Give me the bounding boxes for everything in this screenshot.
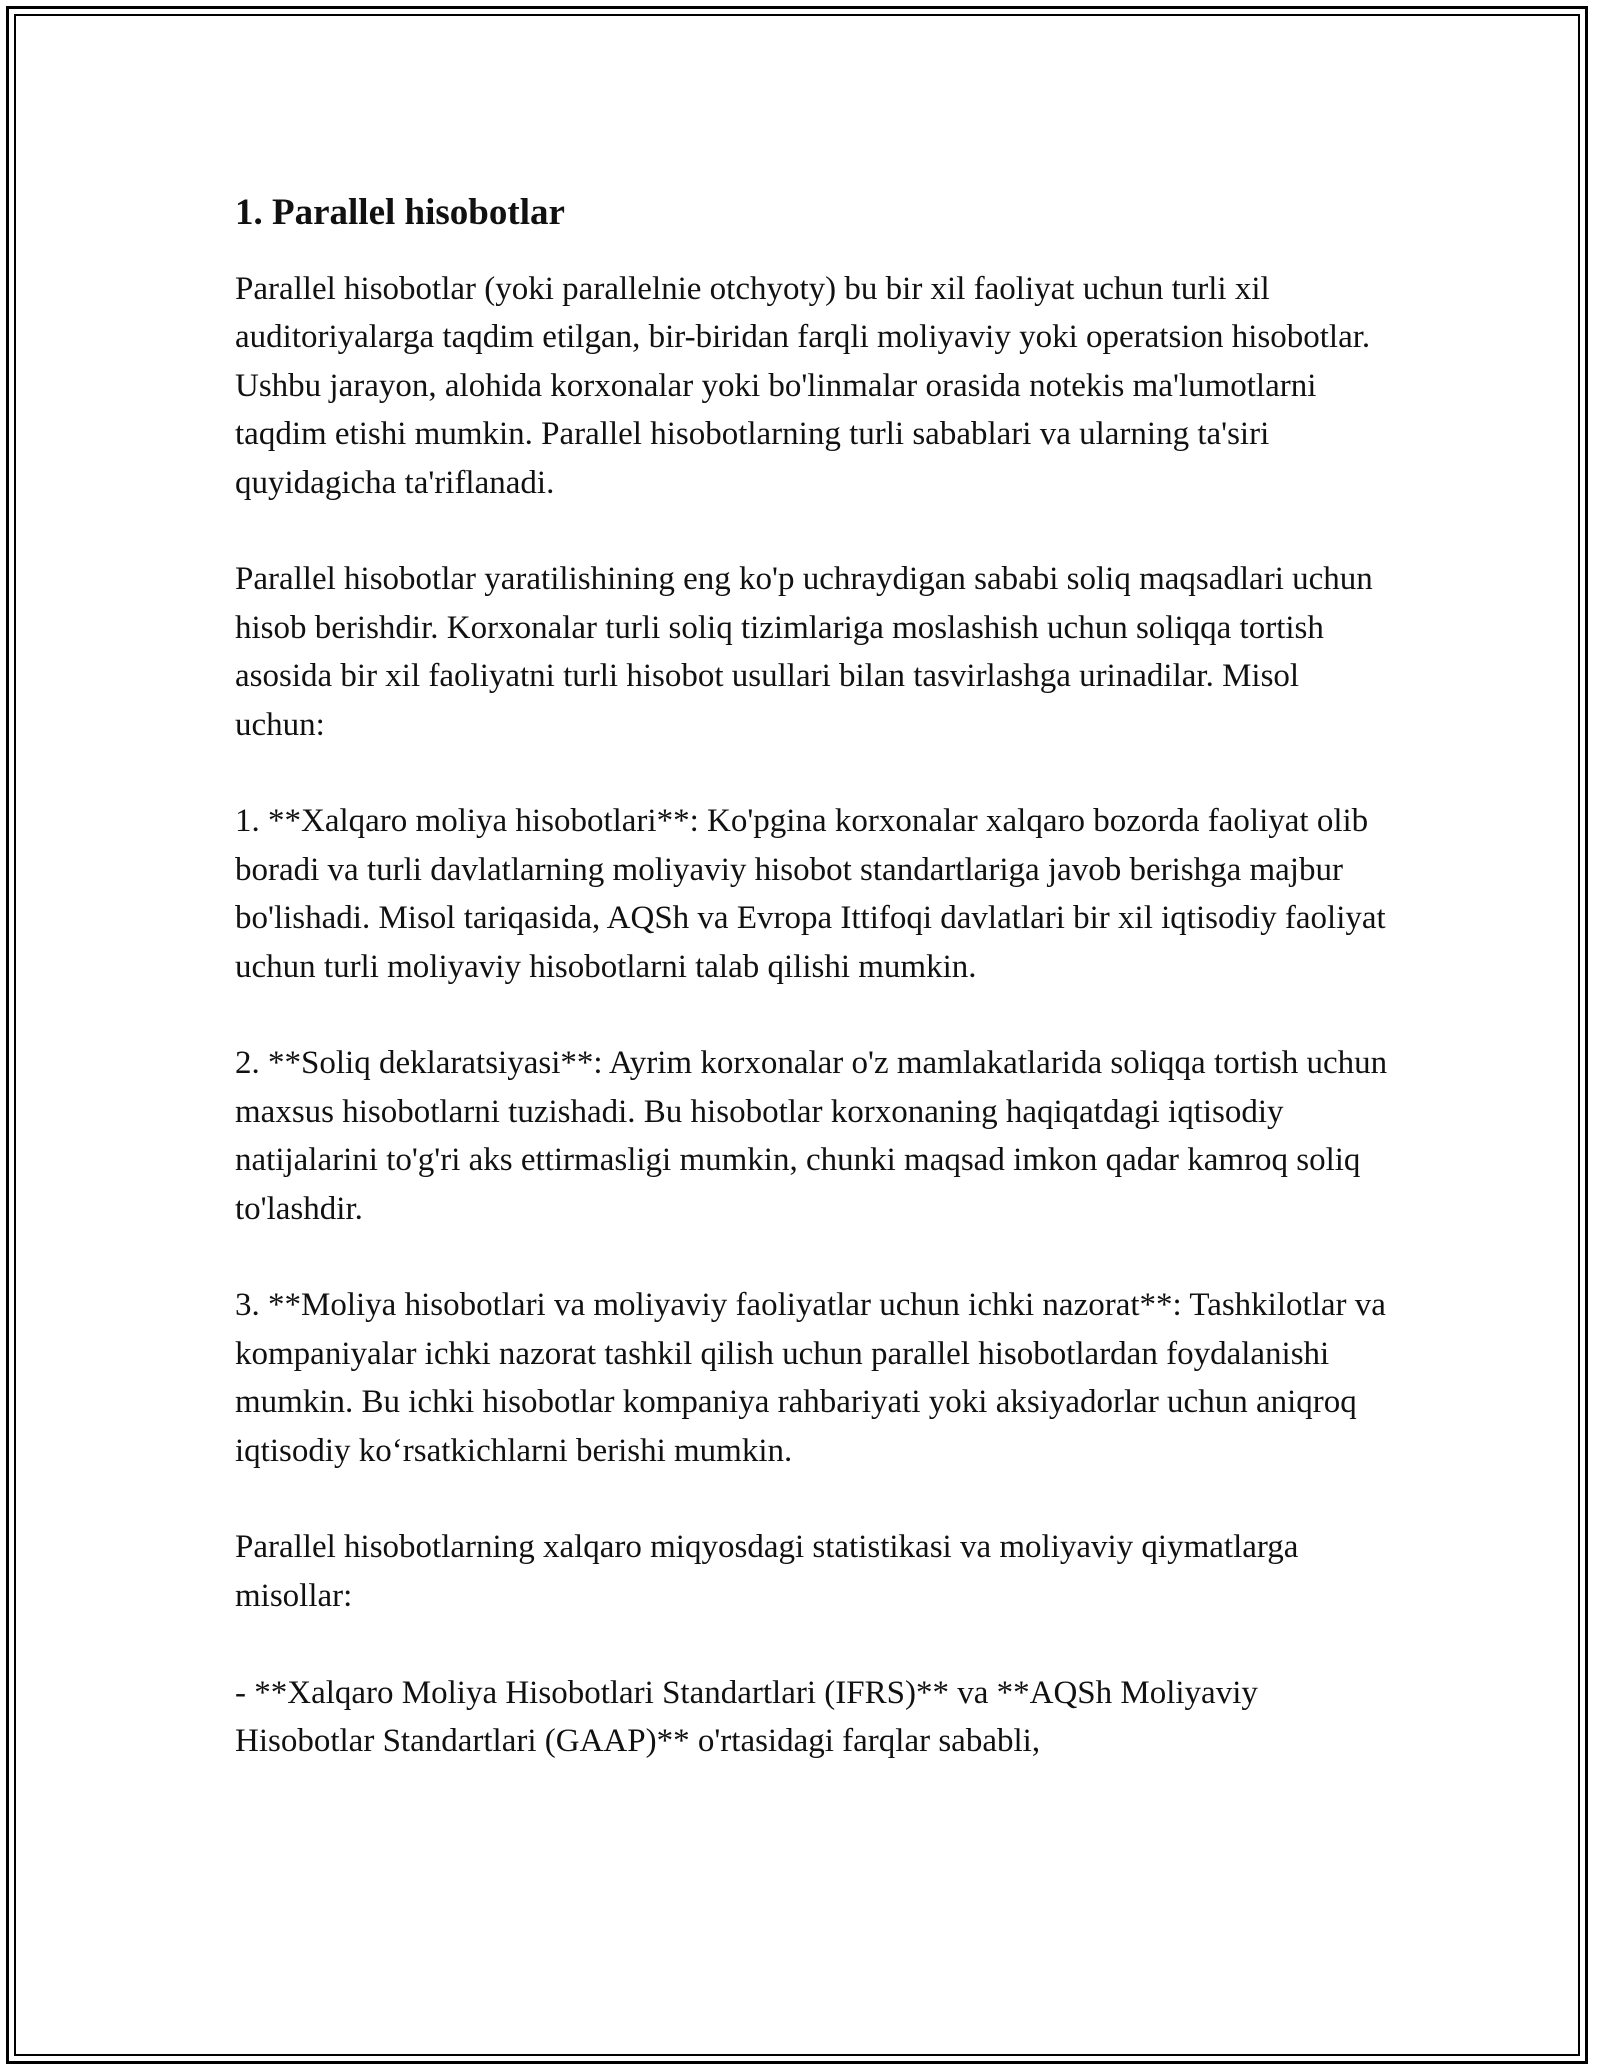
document-body xyxy=(235,185,1395,1766)
paragraph-statistics-intro: Parallel hisobotlarning xalqaro miqyosdagi statistikasi va moliyaviy qiymatlarga misollar: xyxy=(235,1529,1299,1614)
paragraph-item-1: 1. **Xalqaro moliya hisobotlari**: Ko'pgina korxonalar xalqaro bozorda faoliyat olib boradi va turli davlatlarning moliyaviy hisobot standartlariga javob berishga majbur bo'lishadi. Misol tariqasida, AQSh va Evropa Ittifoqi davlatlari bir xil iqtisodiy faoliyat uchun turli moliyaviy hisobotlarni talab qilishi mumkin. xyxy=(235,803,1386,985)
paragraph-intro: Parallel hisobotlar (yoki parallelnie otchyoty) bu bir xil faoliyat uchun turli xil auditoriyalarga taqdim etilgan, bir-biridan farqli moliyaviy yoki operatsion hisobotlar. Ushbu jarayon, alohida korxonalar yoki bo'linmalar orasida notekis ma'lumotlarni taqdim etishi mumkin. Parallel hisobotlarning turli sabablari va ularning ta'siri quyidagicha ta'riflanadi. xyxy=(235,271,1371,501)
section-title: 1. Parallel hisobotlar xyxy=(235,192,565,233)
paragraph-reason: Parallel hisobotlar yaratilishining eng ko'p uchraydigan sababi soliq maqsadlari uchun hisob berishdir. Korxonalar turli soliq tizimlariga moslashish uchun soliqqa tortish asosida bir xil faoliyatni turli hisobot usullari bilan tasvirlashga urinadilar. Misol uchun: xyxy=(235,561,1373,743)
paragraph-item-3: 3. **Moliya hisobotlari va moliyaviy faoliyatlar uchun ichki nazorat**: Tashkilotlar va kompaniyalar ichki nazorat tashkil qilish uchun parallel hisobotlardan foydalanishi mumkin. Bu ichki hisobotlar kompaniya rahbariyati yoki aksiyadorlar uchun aniqroq iqtisodiy koʻrsatkichlarni berishi mumkin. xyxy=(235,1287,1386,1469)
paragraph-item-2: 2. **Soliq deklaratsiyasi**: Ayrim korxonalar o'z mamlakatlarida soliqqa tortish uchun maxsus hisobotlarni tuzishadi. Bu hisobotlar korxonaning haqiqatdagi iqtisodiy natijalarini to'g'ri aks ettirmasligi mumkin, chunki maqsad imkon qadar kamroq soliq to'lashdir. xyxy=(235,1045,1388,1227)
paragraph-bullet-ifrs-gaap: - **Xalqaro Moliya Hisobotlari Standartlari (IFRS)** va **AQSh Moliyaviy Hisobotlar Standartlari (GAAP)** o'rtasidagi farqlar sababli, xyxy=(235,1674,1258,1760)
